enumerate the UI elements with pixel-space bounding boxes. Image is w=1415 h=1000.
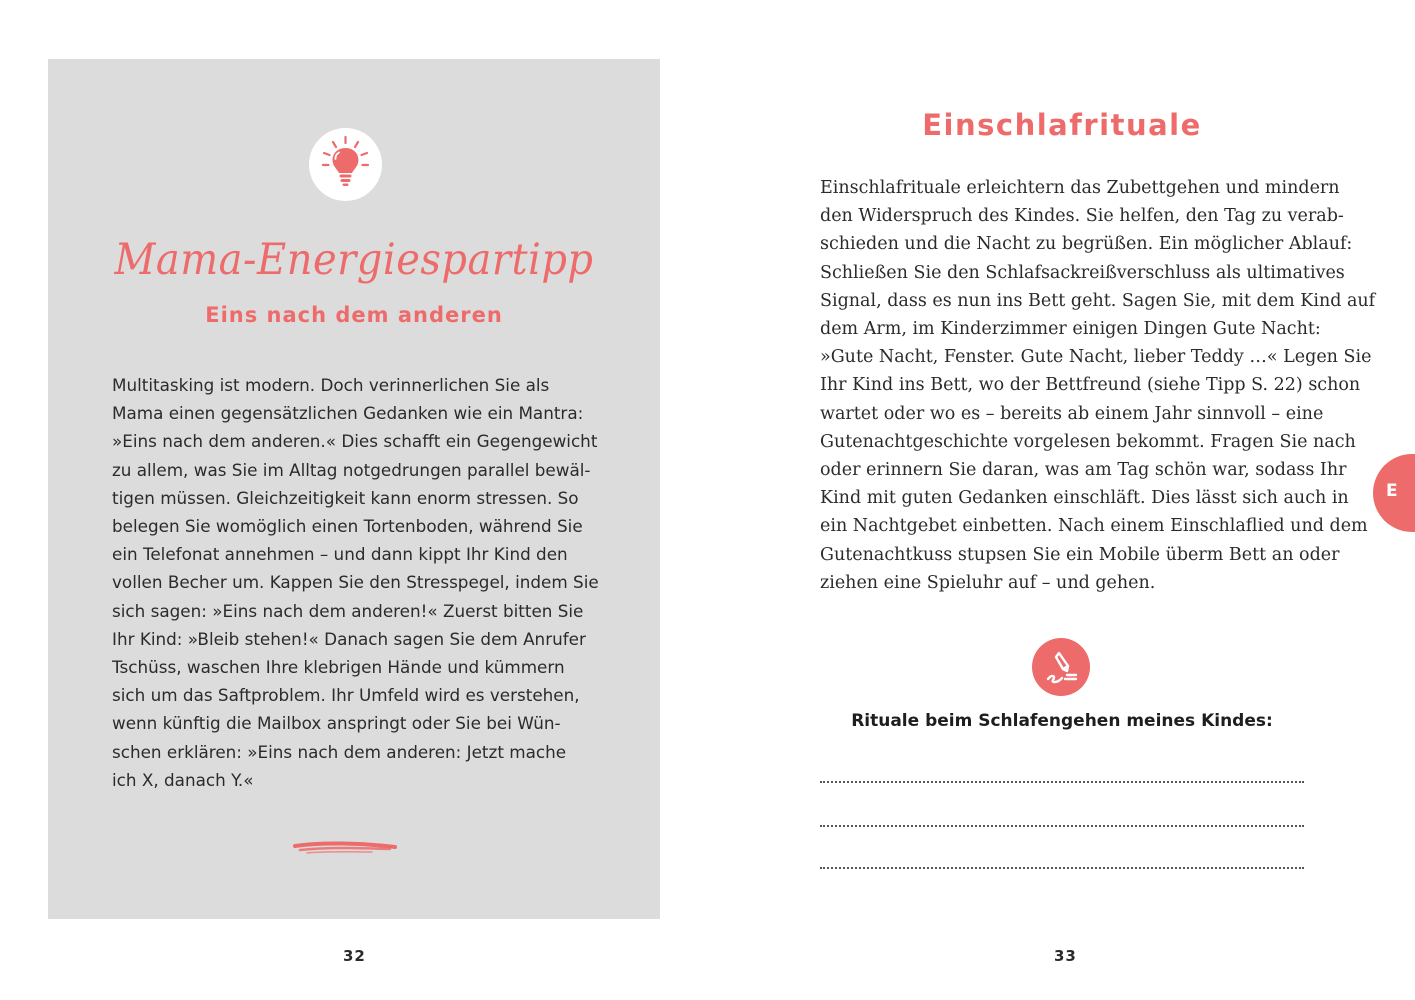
writing-line[interactable] xyxy=(820,825,1304,827)
body-line: ziehen eine Spieluhr auf – und gehen. xyxy=(820,572,1156,593)
body-line: sich um das Saftproblem. Ihr Umfeld wird es verstehen, xyxy=(112,685,580,706)
body-line: Gutenachtkuss stupsen Sie ein Mobile überm Bett an oder xyxy=(820,544,1340,565)
writing-prompt-label: Rituale beim Schlafengehen meines Kindes: xyxy=(851,711,1273,731)
body-line: wenn künftig die Mailbox anspringt oder Sie bei Wün- xyxy=(112,713,561,734)
body-line: ein Nachtgebet einbetten. Nach einem Einschlaflied und dem xyxy=(820,516,1368,537)
body-line: »Eins nach dem anderen.« Dies schafft ein Gegengewicht xyxy=(112,431,598,452)
body-line: Signal, dass es nun ins Bett geht. Sagen Sie, mit dem Kind auf xyxy=(820,290,1376,311)
tip-box xyxy=(48,59,660,919)
page-number-right: 33 xyxy=(1054,947,1077,965)
writing-line[interactable] xyxy=(820,781,1304,783)
section-tab xyxy=(1373,454,1415,532)
body-line: dem Arm, im Kinderzimmer einigen Dingen Gute Nacht: xyxy=(820,319,1321,340)
body-line: Einschlafrituale erleichtern das Zubettgehen und mindern xyxy=(820,178,1340,198)
section-tab-label: E xyxy=(1386,481,1398,501)
tip-body xyxy=(112,371,612,794)
writing-line[interactable] xyxy=(820,867,1304,869)
body-line: Kind mit guten Gedanken einschläft. Dies lässt sich auch in xyxy=(820,488,1349,509)
body-line: schen erklären: »Eins nach dem anderen: Jetzt mache xyxy=(112,741,567,762)
body-line: Ihr Kind: »Bleib stehen!« Danach sagen Sie dem Anrufer xyxy=(112,628,586,649)
lightbulb-icon xyxy=(309,128,382,201)
brush-stroke-divider xyxy=(292,837,398,863)
tip-title: Mama-Energiespartipp xyxy=(114,235,594,285)
pen-writing-icon xyxy=(1032,638,1090,696)
body-line: vollen Becher um. Kappen Sie den Stresspegel, indem Sie xyxy=(112,572,599,593)
body-line: den Widerspruch des Kindes. Sie helfen, den Tag zu verab- xyxy=(820,206,1344,227)
body-line: Tschüss, waschen Ihre klebrigen Hände und kümmern xyxy=(112,657,565,678)
body-line: oder erinnern Sie daran, was am Tag schön war, sodass Ihr xyxy=(820,460,1347,481)
section-body xyxy=(820,174,1376,597)
body-line: tigen müssen. Gleichzeitigkeit kann enorm stressen. So xyxy=(112,487,579,508)
body-line: ich X, danach Y.« xyxy=(112,769,254,790)
page-number-left: 32 xyxy=(343,947,366,965)
body-line: wartet oder wo es – bereits ab einem Jahr sinnvoll – eine xyxy=(820,403,1324,424)
body-line: ein Telefonat annehmen – und dann kippt Ihr Kind den xyxy=(112,544,568,565)
body-line: sich sagen: »Eins nach dem anderen!« Zuerst bitten Sie xyxy=(112,600,584,621)
body-line: Ihr Kind ins Bett, wo der Bettfreund (siehe Tipp S. 22) schon xyxy=(820,375,1361,396)
body-line: Multitasking ist modern. Doch verinnerlichen Sie als xyxy=(112,375,550,395)
body-line: Mama einen gegensätzlichen Gedanken wie ein Mantra: xyxy=(112,403,584,424)
body-line: Gutenachtgeschichte vorgelesen bekommt. Fragen Sie nach xyxy=(820,431,1356,452)
section-heading: Einschlafrituale xyxy=(922,108,1202,142)
body-line: Schließen Sie den Schlafsackreißverschluss als ultimatives xyxy=(820,262,1345,283)
body-line: schieden und die Nacht zu begrüßen. Ein möglicher Ablauf: xyxy=(820,234,1353,255)
body-line: belegen Sie womöglich einen Tortenboden, während Sie xyxy=(112,516,583,537)
tip-subtitle: Eins nach dem anderen xyxy=(205,303,503,327)
body-line: zu allem, was Sie im Alltag notgedrungen parallel bewäl- xyxy=(112,459,591,480)
body-line: »Gute Nacht, Fenster. Gute Nacht, lieber Teddy …« Legen Sie xyxy=(820,347,1372,368)
